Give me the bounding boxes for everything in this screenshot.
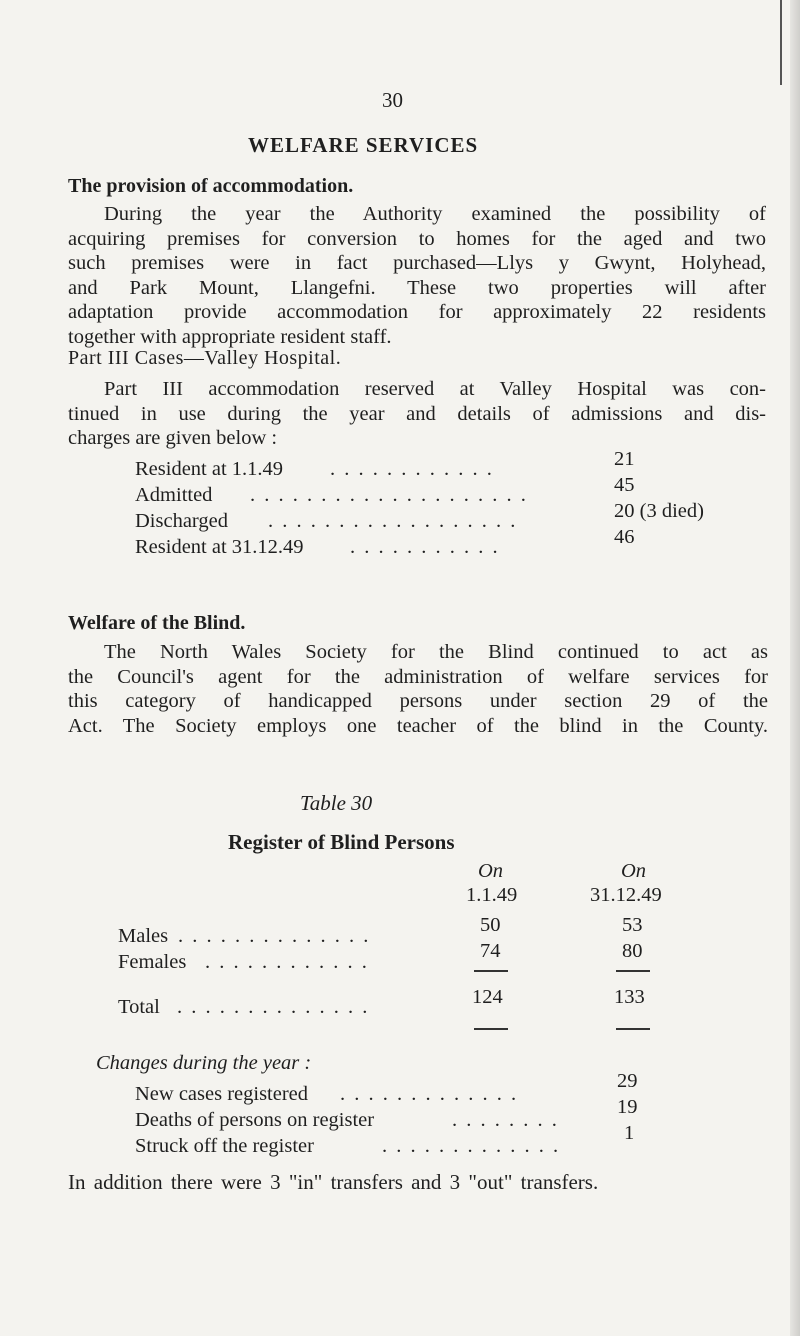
dot-leader: . . . . . . . . [452, 1109, 559, 1131]
accommodation-subheading: The provision of accommodation. [68, 175, 354, 197]
part3-row-value: 45 [614, 474, 635, 496]
total-rule [616, 1028, 650, 1030]
changes-row-label: New cases registered [135, 1083, 309, 1105]
total-rule [474, 1028, 508, 1030]
table-total-cell: 133 [614, 986, 645, 1008]
changes-heading: Changes during the year : [96, 1052, 312, 1074]
dot-leader: . . . . . . . . . . . . . . [178, 925, 371, 947]
blind-subheading: Welfare of the Blind. [68, 612, 246, 634]
part3-row-value: 21 [614, 448, 635, 470]
changes-row-value: 1 [624, 1122, 635, 1144]
table-row-label: Males [118, 925, 169, 947]
page-number: 30 [382, 88, 403, 112]
part3-subheading: Part III Cases—Valley Hospital. [68, 347, 342, 369]
paragraph-line: tinued in use during the year and details of admissions and dis- [68, 402, 766, 425]
table-cell: 80 [622, 940, 643, 962]
table-cell: 50 [480, 914, 501, 936]
accommodation-paragraph [68, 202, 766, 349]
sum-rule [616, 970, 650, 972]
table-row-label: Females [118, 951, 187, 973]
col2-head-line1: On [621, 860, 647, 882]
col2-head-line2: 31.12.49 [590, 884, 662, 906]
blind-paragraph [68, 640, 768, 738]
part3-paragraph [68, 377, 766, 451]
changes-row-label: Deaths of persons on register [135, 1109, 375, 1131]
changes-row-label: Struck off the register [135, 1135, 314, 1157]
table-title: Register of Blind Persons [228, 830, 455, 854]
dot-leader: . . . . . . . . . . . . . [382, 1135, 561, 1157]
paragraph-line: such premises were in fact purchased—Llys y Gwynt, Holyhead, [68, 252, 766, 274]
part3-row-label: Discharged [135, 510, 228, 532]
dot-leader: . . . . . . . . . . . . [205, 951, 369, 973]
dot-leader: . . . . . . . . . . . . [330, 458, 494, 480]
table-number: Table 30 [300, 791, 373, 815]
dot-leader: . . . . . . . . . . . . . . [177, 996, 370, 1018]
paragraph-line: Act. The Society employs one teacher of the blind in the County. [68, 714, 768, 737]
paragraph-line: adaptation provide accommodation for approximately 22 residents [68, 301, 766, 323]
paragraph-line: charges are given below : [68, 427, 278, 449]
part3-row-label: Resident at 31.12.49 [135, 536, 304, 558]
changes-row-value: 29 [617, 1070, 638, 1092]
table-total-cell: 124 [472, 986, 503, 1008]
scan-edge-mark [780, 0, 782, 85]
dot-leader: . . . . . . . . . . . [350, 536, 500, 558]
paragraph-line: During the year the Authority examined the possibility of [104, 203, 766, 225]
col1-head-line2: 1.1.49 [466, 884, 518, 906]
sum-rule [474, 970, 508, 972]
part3-row-label: Admitted [135, 484, 213, 506]
paragraph-line: together with appropriate resident staff. [68, 325, 392, 348]
transfers-note: In addition there were 3 "in" transfers and 3 "out" transfers. [68, 1170, 599, 1194]
part3-row-value: 46 [614, 526, 635, 548]
paragraph-line: acquiring premises for conversion to homes for the aged and two [68, 227, 766, 250]
page-edge-shadow [790, 0, 800, 1336]
part3-row-value: 20 (3 died) [614, 500, 704, 522]
dot-leader: . . . . . . . . . . . . . [340, 1083, 519, 1105]
dot-leader: . . . . . . . . . . . . . . . . . . . . [250, 484, 528, 506]
table-total-label: Total [118, 996, 160, 1018]
paragraph-line: The North Wales Society for the Blind continued to act as [104, 641, 768, 663]
paragraph-line: this category of handicapped persons under section 29 of the [68, 690, 768, 712]
changes-row-value: 19 [617, 1096, 638, 1118]
paragraph-line: and Park Mount, Llangefni. These two properties will after [68, 276, 766, 299]
page-heading: WELFARE SERVICES [248, 133, 479, 157]
dot-leader: . . . . . . . . . . . . . . . . . . [268, 510, 518, 532]
paragraph-line: Part III accommodation reserved at Valley Hospital was con- [104, 378, 766, 400]
paragraph-line: the Council's agent for the administration of welfare services for [68, 665, 768, 688]
table-cell: 53 [622, 914, 643, 936]
table-cell: 74 [480, 940, 501, 962]
part3-row-label: Resident at 1.1.49 [135, 458, 284, 480]
col1-head-line1: On [478, 860, 504, 882]
